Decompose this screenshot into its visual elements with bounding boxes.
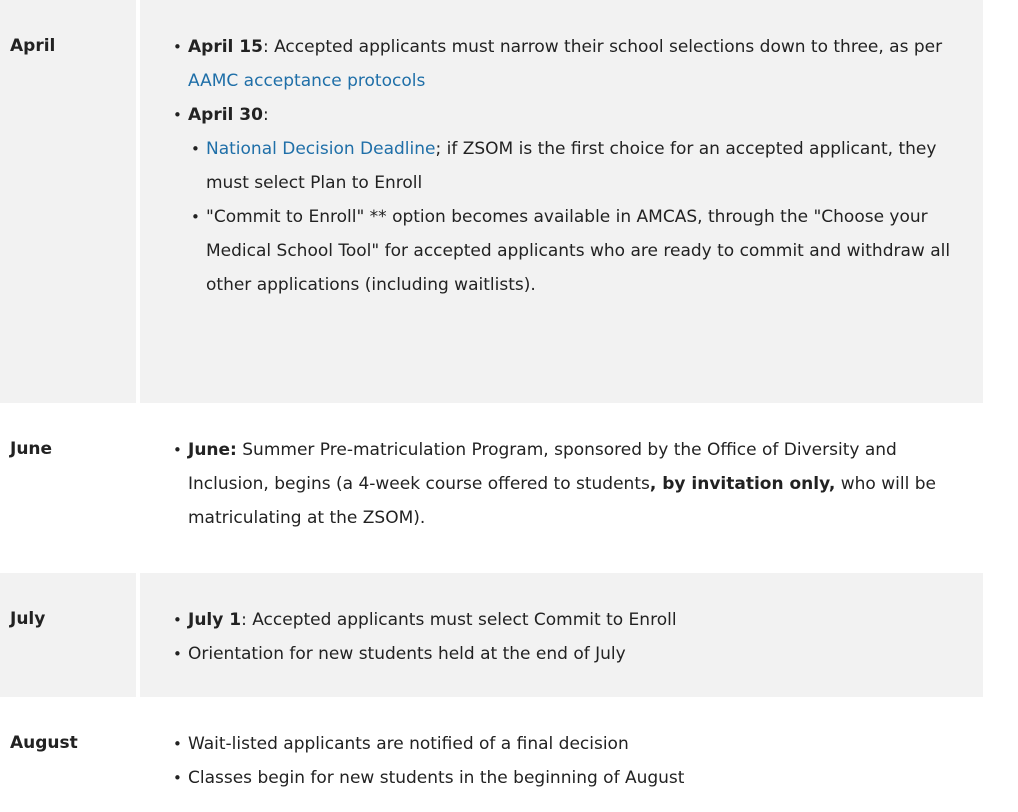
event-item xyxy=(170,98,970,302)
timeline-row-april xyxy=(0,0,983,403)
events-cell xyxy=(170,0,983,403)
event-text: Wait-listed applicants are notified of a final decision xyxy=(188,734,629,754)
event-list xyxy=(170,433,970,535)
timeline-row-july xyxy=(0,573,983,697)
event-text: who will be matriculating at the ZSOM). xyxy=(188,474,936,528)
sub-event-list xyxy=(188,132,970,302)
event-list xyxy=(170,727,970,795)
month-cell xyxy=(0,573,140,697)
event-item xyxy=(170,761,970,795)
event-item xyxy=(170,433,970,535)
month-label: June xyxy=(10,439,53,459)
event-text: Summer Pre-matriculation Program, sponsored by the Office of Diversity and Inclusion, begins (a 4-week course offered to students xyxy=(188,440,897,494)
event-date: July 1 xyxy=(188,610,242,630)
sub-event-item xyxy=(188,200,970,302)
events-cell xyxy=(170,403,983,573)
event-text: : xyxy=(262,105,269,125)
events-cell xyxy=(170,697,983,812)
month-cell xyxy=(0,697,140,812)
event-item xyxy=(170,727,970,761)
event-item xyxy=(170,30,970,98)
month-label: July xyxy=(10,609,46,629)
event-date: June: xyxy=(188,440,237,460)
events-cell xyxy=(170,573,983,697)
event-date: April 30 xyxy=(188,105,263,125)
sub-event-item xyxy=(188,132,970,200)
event-item xyxy=(170,637,970,671)
timeline-row-august xyxy=(0,697,983,812)
event-list xyxy=(170,603,970,671)
event-date: April 15 xyxy=(188,37,263,57)
event-emphasis: , by invitation only, xyxy=(649,474,836,494)
timeline-row-june xyxy=(0,403,983,573)
month-cell xyxy=(0,0,140,403)
national-decision-deadline-link[interactable]: National Decision Deadline xyxy=(206,139,436,159)
event-item xyxy=(170,603,970,637)
event-text: "Commit to Enroll" ** option becomes available in AMCAS, through the "Choose your Medical School Tool" for accepted applicants who are ready to commit and withdraw all other applications (including waitlists). xyxy=(206,207,951,295)
event-list xyxy=(170,30,970,302)
month-cell xyxy=(0,403,140,573)
event-text: : Accepted applicants must select Commit to Enroll xyxy=(241,610,677,630)
month-label: August xyxy=(10,733,78,753)
aamc-acceptance-protocols-link[interactable]: AAMC acceptance protocols xyxy=(188,71,426,91)
event-text: Orientation for new students held at the end of July xyxy=(188,644,626,664)
event-text: Classes begin for new students in the beginning of August xyxy=(188,768,685,788)
month-label: April xyxy=(10,36,56,56)
event-text: ; if ZSOM is the first choice for an accepted applicant, they must select Plan to Enroll xyxy=(206,139,937,193)
event-text: : Accepted applicants must narrow their school selections down to three, as per xyxy=(262,37,943,57)
